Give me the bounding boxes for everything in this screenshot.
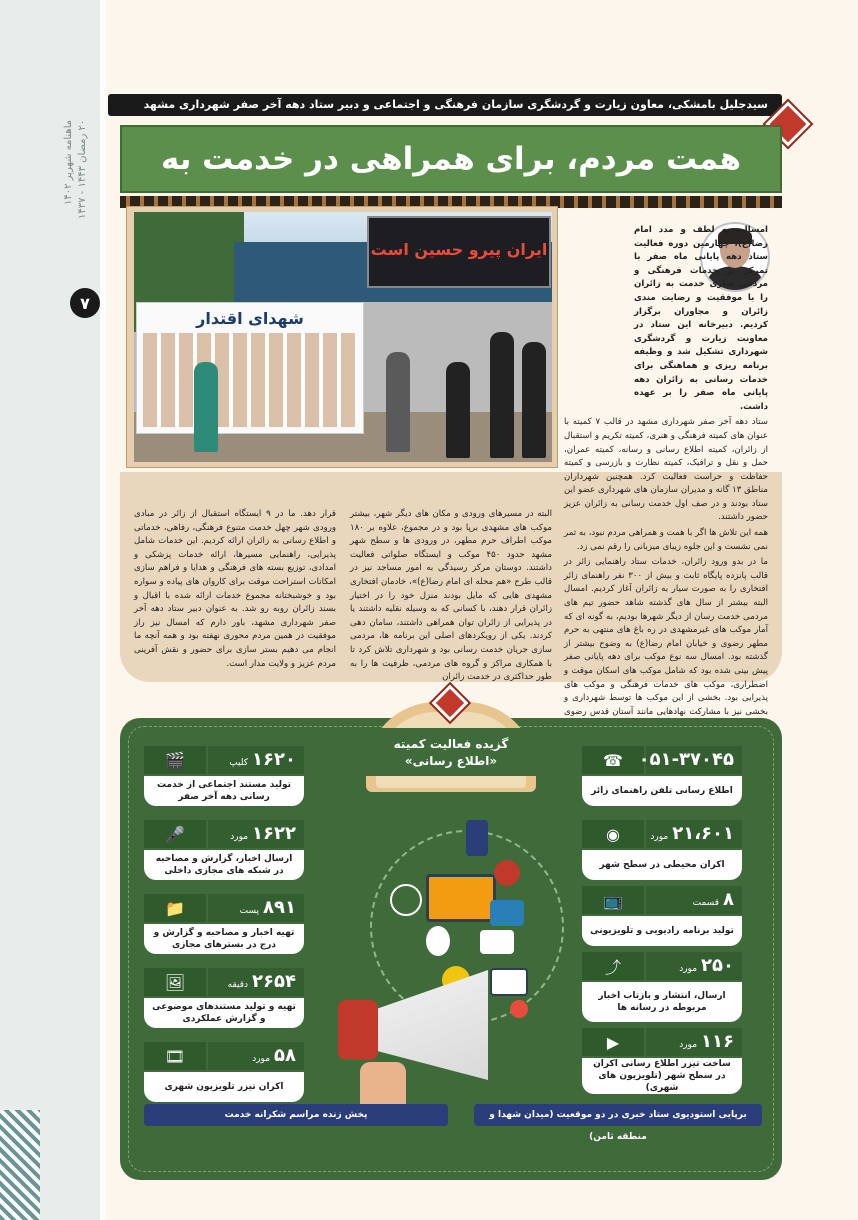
stat-label: ارسال، انتشار و بازتاب اخبار مربوطه در رسانه ها [582,982,742,1022]
paragraph: همه این تلاش ها اگر با همت و همراهی مردم نبود، به ثمر نمی نشست و این جلوه زیبای میزبانی را رقم نمی زد. [564,528,768,552]
stat-label: تولید مستند اجتماعی از خدمت رسانی دهه آخر صفر [144,776,304,806]
stat-unit: قسمت [692,898,719,908]
photo-person [446,362,470,458]
paragraph: ما در بدو ورود زائران، خدمات ستاد راهنمایی زائر در قالب پانزده پایگاه ثابت و بیش از ۳۰۰ نفر راهنمای زائر افتخاری را به صورت سیار به زائران آغاز کردیم. امسال البته بیشتر از سال های گذشته شاهد حضور تیم های مردمی خدمت رسان از دیگر شهرها بودیم، به گونه ای که آمار موکب های غیرمشهدی در ره باغ های منتهی به حرم مطهر رضوی و خیابان امام رضا(ع) به وضوح بیشتر از گذشته بود. امسال سه نوع موکب برای دهه پایانی صفر پیش بینی شده بود که شامل موکب های اسکان موقت و اضطراری، موکب های خدمات فرهنگی و موکب های پذیرایی بود. بخشی از این موکب ها توسط شهرداری و بخشی نیز با مشارکت نهادهایی مانند آستان قدس رضوی [564,557,768,717]
stat-unit: پست [239,906,260,916]
stat-unit: مورد [252,1054,271,1064]
infographic-subtitle: «اطلاع رسانی» [404,754,498,768]
page-title: همت مردم، برای همراهی در خدمت به [160,141,742,177]
stat-card [582,952,742,1026]
photo-person [490,332,514,458]
stat-unit: مورد [679,964,698,974]
lead-paragraph: امسال، به لطف و مدد امام رضا(ع)، چهارمین دوره فعالیت ستاد دهه پایانی ماه صفر با تمرکز بر خدمات فرهنگی و مردمی سازی خدمت به زائران را با موفقیت و رضایت مندی زائران و مجاوران برگزار کردیم. دبیرخانه این ستاد در معاونت زیارت و گردشگری شهرداری تشکیل شد و وظیفه برنامه ریزی و هماهنگی برای خدمات رسانی به زائران دهه پایانی ماه صفر را بر عهده داشت. [634,225,768,412]
stat-label: اکران تیزر تلویزیون شهری [144,1072,304,1102]
article-column-1 [564,224,769,717]
stat-label: ارسال اخبار، گزارش و مصاحبه در شبکه های مجازی داخلی [144,850,304,880]
corner-ornament [0,1110,40,1220]
live-broadcast-bar: پخش زنده مراسم شکرانه خدمت [144,1104,448,1126]
stat-card [144,1042,304,1104]
stat-unit: مورد [679,1040,698,1050]
photo-person [194,362,218,452]
stat-label: ساخت تیزر اطلاع رسانی اکران در سطح شهر (تلویزیون های شهری) [582,1058,742,1094]
stat-card [582,886,742,948]
article-column-2 [350,508,552,683]
folder-icon: 📁 [144,894,206,922]
stat-number: ۲۵۰ [701,955,734,976]
stat-label: تولید برنامه رادیویی و تلویزیونی [582,916,742,946]
stat-unit: دقیقه [227,980,249,990]
play-icon: ▶ [582,1028,644,1056]
title-band [120,125,782,193]
photo-person [386,352,410,452]
microphone-icon: 🎤 [144,820,206,848]
stat-card [144,968,304,1030]
banner-portraits [143,333,357,427]
speaker-icon [426,926,450,956]
stat-number: ۸ [723,889,734,910]
monitor-icon [426,874,496,922]
mail-icon [490,968,528,996]
stat-card [582,1028,742,1096]
article-column-3 [134,508,336,678]
stat-unit: مورد [650,832,669,842]
byline: سیدجلیل بامشکی، معاون زیارت و گردشگری سازمان فرهنگی و اجتماعی و دبیر ستاد دهه آخر صفر شهرداری مشهد [108,94,782,116]
infographic-title-band [366,728,536,776]
stat-number: ۵۸ [274,1045,296,1066]
video-icon [490,900,524,926]
stat-card [582,820,742,882]
stat-number: ۱۶۲۰ [252,749,296,770]
chart-icon [494,860,520,886]
event-photo [134,212,552,462]
stat-number: ۱۱۶ [701,1031,734,1052]
film-icon: 🎞 [144,1042,206,1070]
dark-banner-text: ایران پیرو حسین است [370,240,548,259]
stat-label: اطلاع رسانی تلفن راهنمای زائر [582,776,742,806]
stat-number: ۱۶۲۲ [252,823,296,844]
dark-banner [367,216,551,288]
issue-text: ماهنامه شهرپر ۱۴۰۲ [63,120,74,206]
stat-number: ۸۹۱ [263,897,296,918]
paragraph: قرار دهد. ما در ۹ ایستگاه استقبال از زائر در مبادی ورودی شهر چهل خدمت متنوع فرهنگی، رفاهی، خدماتی و اطلاع رسانی به زائران ارائه کردیم. این خدمات شامل پذیرایی، راهنمایی مسیرها، ارائه خدمات پزشکی و امدادی، توزیع بسته های فرهنگی و هدایا و فراهم سازی امکانات استراحت موقت برای کاروان های پیاده و سواره بود و خوشبختانه مجموع خدمات ارائه شده با اقبال و بسند زائران روبه رو شد. به عنوان دبیر ستاد دهه آخر صفر شهرداری مشهد، باور دارم که امسال نیز راز موفقیت در همین مردم محوری نهفته بود و همه آنچه ما انجام می دهیم بستر سازی برای حضور و نقش آفرینی مردم عزیز و ولایت مدار است. [134,509,336,669]
white-banner-text: شهدای اقتدار [196,309,304,328]
photo-person [522,342,546,458]
share-icon: ⤴ [582,952,644,980]
stat-label: تهیه و تولید مستندهای موضوعی و گزارش عملکردی [144,998,304,1028]
paragraph: ستاد دهه آخر صفر شهرداری مشهد در قالب ۷ کمیته با عنوان های کمیته فرهنگی و هنری، کمیته تکریم و استقبال از زائران، کمیته اطلاع رسانی و رسانه، کمیته عمران، حمل و نقل و ترافیک، کمیته نظارت و بازرسی و کمیته حفاظت و حراست فعالیت کرد. همچنین شهرداران مناطق ۱۳ گانه و مدیران سازمان های شهرداری عضو این ستاد بودند و در صف اول خدمت رسانی به زائران عزیز حضور داشتند. [564,417,769,523]
stat-number: ۰۵۱-۳۷۰۴۵ [638,749,734,770]
tv-icon: 📺 [582,886,644,914]
clapperboard-icon: 🎬 [144,746,206,774]
stat-card [582,746,742,808]
studio-bar: برپایی استودیوی ستاد خبری در دو موقعیت (میدان شهدا و منطقه ثامن) [474,1104,762,1126]
white-banner [136,302,364,434]
stat-label: تهیه اخبار و مصاحبه و گزارش و درج در بسترهای مجازی [144,924,304,954]
stat-card [144,820,304,882]
stat-unit: کلیپ [229,758,249,768]
stat-card [144,894,304,956]
newspaper-icon [480,930,514,954]
stat-label: اکران محیطی در سطح شهر [582,850,742,880]
phone-icon [466,820,488,856]
stat-unit: مورد [230,832,249,842]
infographic-title: گزیده فعالیت کمیته [393,737,509,751]
phone-icon: ☎ [582,746,644,774]
stat-number: ۲۱،۶۰۱ [672,823,734,844]
paragraph: البته در مسیرهای ورودی و مکان های دیگر شهر، بیشتر موکب های مشهدی برپا بود و در مجموع، علاوه بر ۱۸۰ موکب اطراف حرم مطهر، در ورودی ها و سطح شهر مشهد حدود ۴۵۰ موکب و ایستگاه صلواتی فعالیت داشتند. دوستان مرکز رسیدگی به امور مساجد نیز در قالب طرح «هم محله ای امام رضا(ع)»، خادمان افتخاری مشهدی هایی که مایل بودند منزل خود را در اختیار زائران قرار دهند، با کسانی که به وسیله نقلیه داشتند یا در پذیرایی از زائران توان همراهی داشتند، سامان دهی کردند. یکی از رویکردهای اصلی این برنامه ها، مردمی سازی جریان خدمت رسانی بود و شهرداری تلاش کرد تا با همکاری مراکز و گروه های مردمی، ظرفیت ها را به طور حداکثری در خدمت زائران [350,509,552,683]
share-dot-icon [510,1000,528,1018]
stat-card [144,746,304,808]
stat-number: ۲۶۵۴ [252,971,296,992]
chart-icon [390,884,422,916]
page-number: ۷ [70,288,100,318]
date-text: ۲۰ رمضان ۱۴۴۳ - ۱۴۳۷ [77,120,88,220]
megaphone-handle [338,1000,378,1060]
camera-shutter-icon: ◉ [582,820,644,848]
image-icon: 🖼 [144,968,206,996]
